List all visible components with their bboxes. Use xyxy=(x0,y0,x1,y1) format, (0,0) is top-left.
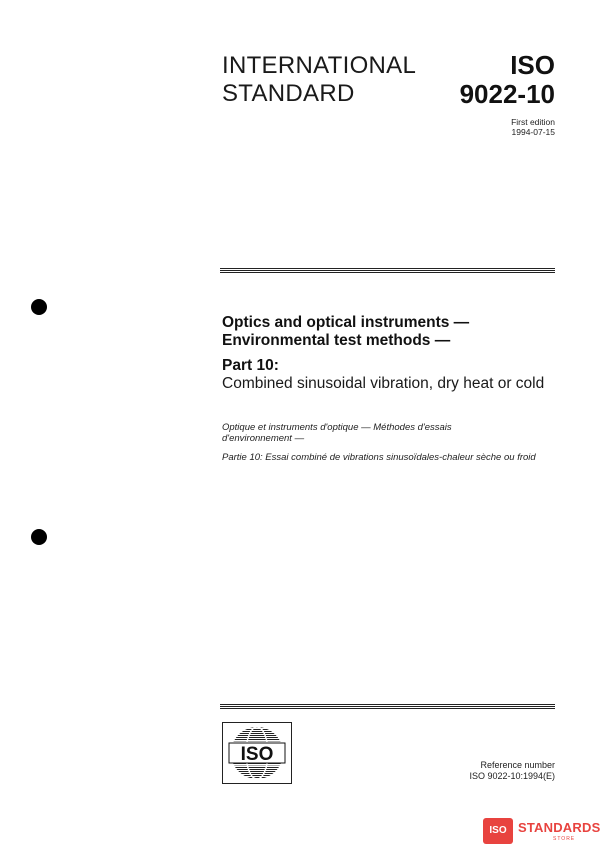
iso-logo xyxy=(222,722,292,784)
title-line1: Optics and optical instruments — xyxy=(222,314,470,331)
store-watermark xyxy=(483,818,600,844)
reference-label: Reference number xyxy=(480,760,555,770)
french-title-line1: Optique et instruments d'optique — Méthodes d'essais xyxy=(222,422,452,433)
punch-hole-bottom xyxy=(31,529,47,545)
bottom-divider xyxy=(220,704,555,710)
iso-label: ISO xyxy=(510,50,555,80)
watermark-badge-text: ISO xyxy=(489,825,507,836)
punch-hole-top xyxy=(31,299,47,315)
part-label: Part 10: xyxy=(222,357,279,374)
title-line2: Environmental test methods — xyxy=(222,332,451,349)
iso-logo-text: ISO xyxy=(240,744,274,765)
reference-number xyxy=(469,760,555,782)
standard-number: 9022-10 xyxy=(459,79,555,109)
top-divider xyxy=(220,268,555,274)
document-title xyxy=(222,314,469,350)
edition-label: First edition xyxy=(511,117,555,127)
french-title-line2: d'environnement — xyxy=(222,433,305,444)
standard-designation xyxy=(460,51,555,109)
reference-value: ISO 9022-10:1994(E) xyxy=(469,771,555,781)
watermark-badge xyxy=(483,818,513,844)
french-title-line3: Partie 10: Essai combiné de vibrations sinusoïdales-chaleur sèche ou froid xyxy=(222,452,536,463)
edition-info xyxy=(511,117,555,137)
watermark-subtext: STORE xyxy=(553,836,576,842)
document-type-line1: INTERNATIONAL xyxy=(222,52,417,79)
document-type-line2: STANDARD xyxy=(222,80,355,107)
part-subtitle: Combined sinusoidal vibration, dry heat or cold xyxy=(222,375,545,392)
edition-date: 1994-07-15 xyxy=(511,127,555,137)
iso-logo-icon xyxy=(223,723,291,783)
document-type xyxy=(222,52,416,108)
watermark-text: STANDARDS xyxy=(518,820,600,835)
